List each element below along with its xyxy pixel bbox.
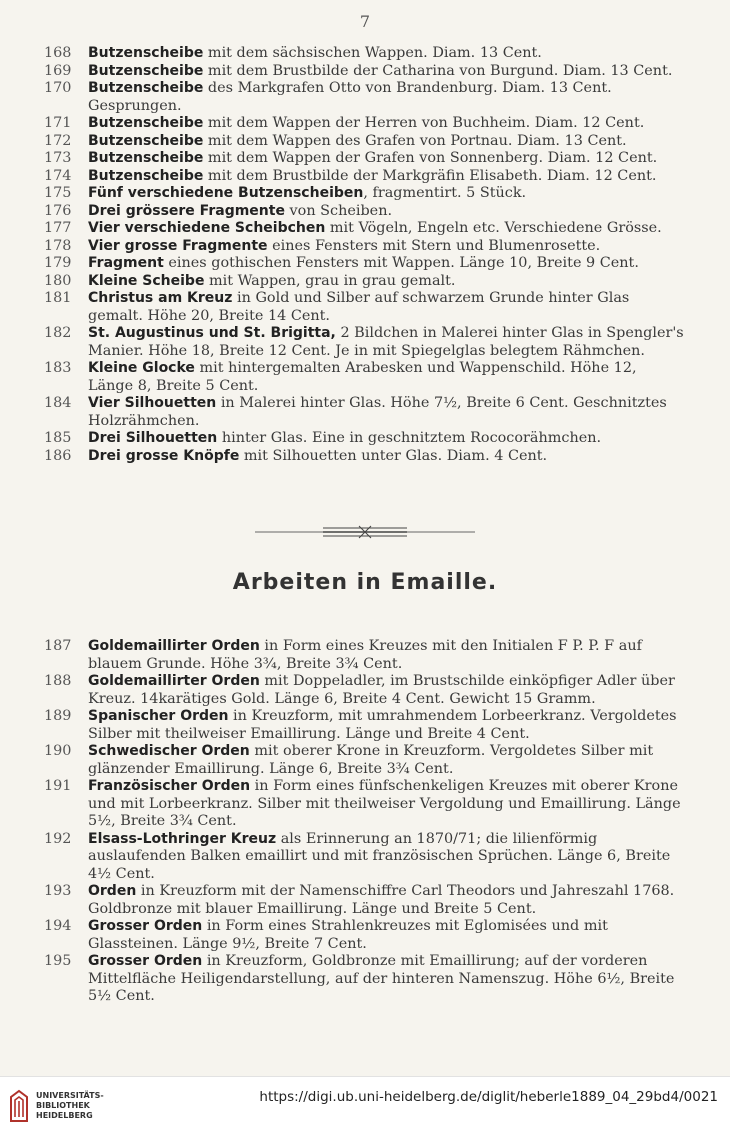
catalogue-entry — [44, 918, 684, 953]
entry-description: mit dem Wappen der Herren von Buchheim. Diam. 12 Cent. — [203, 115, 645, 131]
catalogue-entry — [44, 953, 684, 1006]
entry-description: mit dem Wappen des Grafen von Portnau. Diam. 13 Cent. — [203, 132, 627, 149]
entry-title: Vier grosse Fragmente — [88, 237, 268, 254]
entry-number: 170 — [44, 80, 72, 96]
entry-description: in Gold und Silber auf schwarzem Grunde hinter Glas gemalt. Höhe 20, Breite 14 Cent. — [88, 290, 630, 324]
catalogue-entry — [44, 168, 684, 186]
entry-title: Kleine Scheibe — [88, 272, 205, 289]
entry-number: 175 — [44, 185, 72, 201]
entry-number: 174 — [44, 167, 72, 184]
entry-title: Butzenscheibe — [88, 115, 204, 131]
entry-description: in Form eines Strahlenkreuzes mit Eglomisées und mit Glassteinen. Länge 9½, Breite 7 Cent. — [88, 918, 608, 952]
entry-number: 179 — [44, 255, 72, 271]
entry-number: 187 — [44, 638, 72, 654]
entry-number: 176 — [44, 202, 72, 219]
catalogue-entry — [44, 220, 684, 238]
entry-title: Spanischer Orden — [88, 708, 229, 724]
catalogue-entry — [44, 778, 684, 831]
entry-description: , fragmentirt. 5 Stück. — [363, 185, 527, 201]
entry-title: St. Augustinus und St. Brigitta, — [88, 325, 336, 341]
entry-title: Vier Silhouetten — [88, 395, 217, 411]
catalogue-entry — [44, 448, 684, 466]
catalogue-entry — [44, 255, 684, 273]
catalogue-entry — [44, 63, 684, 81]
entry-description: mit dem Brustbilde der Markgräfin Elisabeth. Diam. 12 Cent. — [203, 167, 657, 184]
catalogue-entry — [44, 743, 684, 778]
entry-number: 183 — [44, 360, 72, 376]
entry-description: in Form eines Kreuzes mit den Initialen F P. P. F auf blauem Grunde. Höhe 3¾, Breite 3¾ Cent. — [88, 638, 642, 672]
catalogue-entry — [44, 831, 684, 884]
catalogue-entry — [44, 430, 684, 448]
entry-description: in Form eines fünfschenkeligen Kreuzes mit oberer Krone und mit Lorbeerkranz. Silber mit theilweiser Vergoldung und Emaillirung. Länge 5½, Breite 3¾ Cent. — [88, 778, 681, 829]
catalogue-entry — [44, 883, 684, 918]
entry-description: eines Fensters mit Stern und Blumenrosette. — [267, 237, 601, 254]
entry-number: 195 — [44, 953, 72, 969]
catalogue-list-enamel — [44, 638, 684, 1006]
entry-description: mit dem Brustbilde der Catharina von Burgund. Diam. 13 Cent. — [203, 62, 673, 79]
catalogue-entry — [44, 395, 684, 430]
catalogue-entry — [44, 273, 684, 291]
entry-title: Butzenscheibe — [88, 167, 204, 184]
entry-title: Vier verschiedene Scheibchen — [88, 220, 326, 236]
entry-title: Orden — [88, 883, 137, 899]
entry-description: in Malerei hinter Glas. Höhe 7½, Breite 6 Cent. Geschnitztes Holzrähmchen. — [88, 395, 667, 429]
entry-description: mit Wappen, grau in grau gemalt. — [204, 272, 456, 289]
catalogue-entry — [44, 325, 684, 360]
entry-description: des Markgrafen Otto von Brandenburg. Diam. 13 Cent. Gesprungen. — [88, 80, 612, 114]
entry-description: von Scheiben. — [284, 202, 393, 219]
catalogue-entry — [44, 360, 684, 395]
catalogue-entry — [44, 115, 684, 133]
entry-title: Christus am Kreuz — [88, 290, 233, 306]
entry-number: 191 — [44, 778, 72, 794]
entry-title: Drei grosse Knöpfe — [88, 447, 240, 464]
entry-number: 184 — [44, 395, 72, 411]
entry-description: als Erinnerung an 1870/71; die lilienförmig auslaufenden Balken emaillirt und mit französischen Sprüchen. Länge 6, Breite 4½ Cent. — [88, 830, 671, 882]
entry-title: Fragment — [88, 255, 164, 271]
entry-description: mit dem sächsischen Wappen. Diam. 13 Cent. — [203, 45, 542, 61]
heidelberg-library-logo-icon — [8, 1089, 30, 1123]
entry-description: in Kreuzform mit der Namenschiffre Carl Theodors und Jahreszahl 1768. Goldbronze mit blauer Emaillirung. Länge und Breite 5 Cent. — [88, 883, 675, 917]
entry-title: Grosser Orden — [88, 953, 203, 969]
entry-number: 188 — [44, 673, 72, 689]
catalogue-entry — [44, 638, 684, 673]
entry-number: 193 — [44, 883, 72, 899]
catalogue-entry — [44, 80, 684, 115]
entry-title: Butzenscheibe — [88, 45, 204, 61]
entry-number: 180 — [44, 272, 72, 289]
entry-title: Butzenscheibe — [88, 62, 204, 79]
library-name-line: HEIDELBERG — [36, 1111, 93, 1120]
entry-description: in Kreuzform, Goldbronze mit Emaillirung; auf der vorderen Mittelfläche Heiligendarstellung, auf der hinteren Namenszug. Höhe 6½, Breite 5½ Cent. — [88, 953, 675, 1004]
entry-description: mit Silhouetten unter Glas. Diam. 4 Cent. — [239, 447, 548, 464]
entry-description: in Kreuzform, mit umrahmendem Lorbeerkranz. Vergoldetes Silber mit theilweiser Emaillirung. Länge und Breite 4 Cent. — [88, 708, 677, 742]
entry-title: Butzenscheibe — [88, 150, 204, 166]
entry-title: Schwedischer Orden — [88, 743, 250, 759]
entry-description: mit dem Wappen der Grafen von Sonnenberg. Diam. 12 Cent. — [203, 150, 658, 166]
catalogue-entry — [44, 673, 684, 708]
entry-number: 194 — [44, 918, 72, 934]
entry-number: 186 — [44, 447, 72, 464]
entry-title: Kleine Glocke — [88, 360, 195, 376]
section-divider-ornament — [255, 522, 475, 542]
catalogue-entry — [44, 45, 684, 63]
entry-title: Butzenscheibe — [88, 132, 204, 149]
catalogue-entry — [44, 238, 684, 256]
entry-description: mit Vögeln, Engeln etc. Verschiedene Grösse. — [325, 220, 662, 236]
library-name-line: BIBLIOTHEK — [36, 1101, 90, 1110]
entry-number: 177 — [44, 220, 72, 236]
catalogue-entry — [44, 708, 684, 743]
entry-number: 192 — [44, 830, 72, 847]
entry-number: 168 — [44, 45, 72, 61]
entry-description: eines gothischen Fensters mit Wappen. Länge 10, Breite 9 Cent. — [163, 255, 639, 271]
entry-description: mit hintergemalten Arabesken und Wappenschild. Höhe 12, Länge 8, Breite 5 Cent. — [88, 360, 637, 394]
entry-title: Goldemaillirter Orden — [88, 673, 260, 689]
page-footer — [0, 1076, 730, 1136]
entry-number: 172 — [44, 132, 72, 149]
catalogue-entry — [44, 133, 684, 151]
library-name — [36, 1091, 126, 1121]
entry-title: Fünf verschiedene Butzenscheiben — [88, 185, 364, 201]
entry-number: 171 — [44, 115, 72, 131]
entry-title: Butzenscheibe — [88, 80, 204, 96]
entry-title: Grosser Orden — [88, 918, 203, 934]
entry-number: 173 — [44, 150, 72, 166]
page-number: 7 — [359, 12, 371, 31]
entry-title: Drei Silhouetten — [88, 430, 218, 446]
source-url-link[interactable]: https://digi.ub.uni-heidelberg.de/diglit/heberle1889_04_29bd4/0021 — [259, 1089, 718, 1105]
entry-title: Elsass-Lothringer Kreuz — [88, 830, 277, 847]
entry-number: 190 — [44, 743, 72, 759]
entry-description: hinter Glas. Eine in geschnitztem Rococorähmchen. — [217, 430, 602, 446]
entry-title: Goldemaillirter Orden — [88, 638, 260, 654]
entry-number: 178 — [44, 237, 72, 254]
entry-description: mit oberer Krone in Kreuzform. Vergoldetes Silber mit glänzender Emaillirung. Länge 6, Breite 3¾ Cent. — [88, 743, 654, 777]
entry-title: Drei grössere Fragmente — [88, 202, 285, 219]
entry-number: 182 — [44, 325, 72, 341]
catalogue-entry — [44, 150, 684, 168]
entry-number: 185 — [44, 430, 72, 446]
entry-number: 189 — [44, 708, 72, 724]
section-heading: Arbeiten in Emaille. — [232, 570, 498, 595]
entry-number: 181 — [44, 290, 72, 306]
entry-description: mit Doppeladler, im Brustschilde einköpfiger Adler über Kreuz. 14karätiges Gold. Länge 6, Breite 4 Cent. Gewicht 15 Gramm. — [88, 673, 675, 707]
catalogue-entry — [44, 203, 684, 221]
entry-number: 169 — [44, 62, 72, 79]
catalogue-entry — [44, 290, 684, 325]
entry-description: 2 Bildchen in Malerei hinter Glas in Spengler's Manier. Höhe 18, Breite 12 Cent. Je in mit Spiegelglas belegtem Rähmchen. — [88, 325, 684, 359]
catalogue-entry — [44, 185, 684, 203]
library-name-line: UNIVERSITÄTS- — [36, 1091, 104, 1100]
entry-title: Französischer Orden — [88, 778, 251, 794]
catalogue-list-glass — [44, 45, 684, 465]
